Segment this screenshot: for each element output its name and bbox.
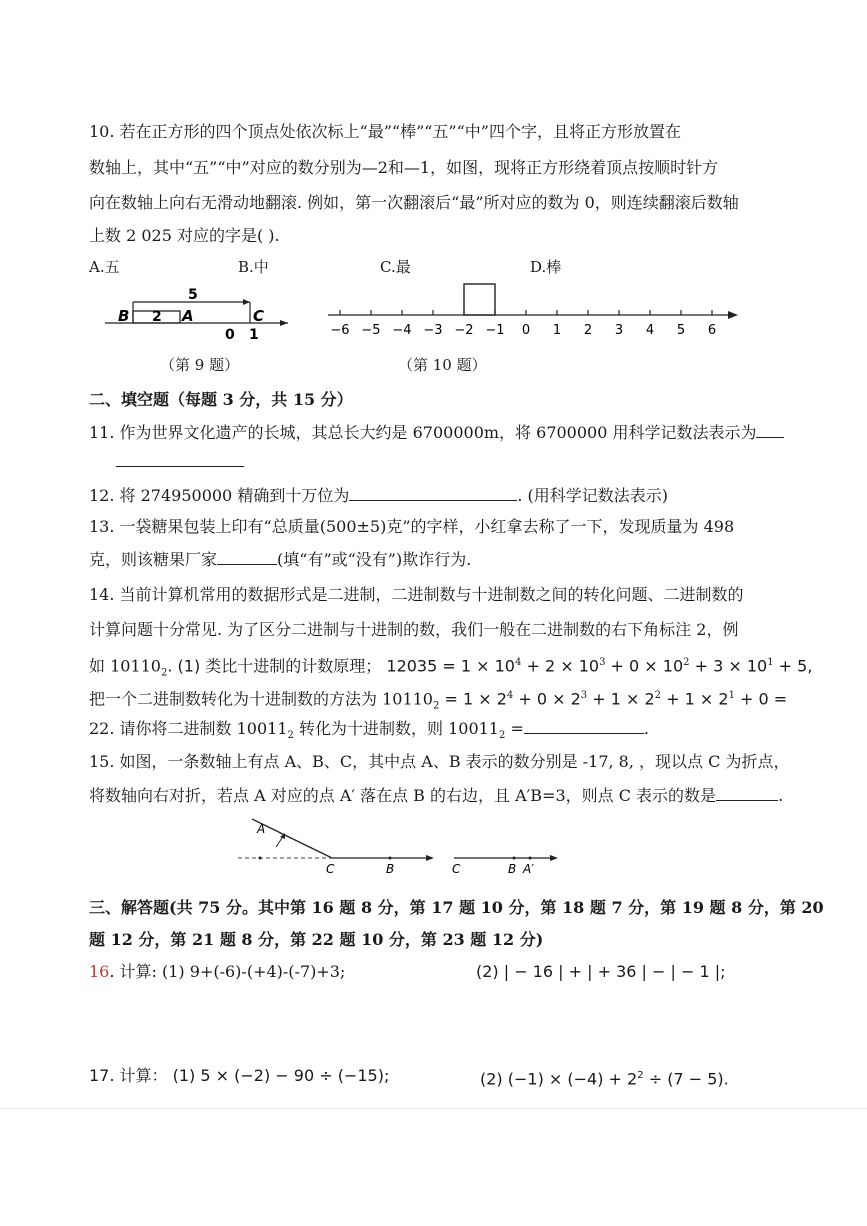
fig9-label-c: C: [253, 307, 265, 325]
q14-line-2: 计算问题十分常见. 为了区分二进制与十进制的数，我们一般在二进制数的右下角标注 2，例: [89, 620, 739, 639]
q14-l4-b: = 1 × 2: [439, 689, 507, 709]
fig10-tick-label: 6: [707, 323, 717, 338]
q16-number: 16: [89, 962, 110, 981]
q14-l5-d: .: [643, 719, 649, 738]
q17-b-exp: 2: [637, 1070, 644, 1081]
q14-line-4: [89, 686, 787, 717]
q14-l3-e: + 3 × 10: [689, 656, 768, 676]
fig15-label-c2: C: [452, 862, 461, 876]
q15-line-1: 15. 如图，一条数轴上有点 A、B、C，其中点 A、B 表示的数分别是 -17, 8, ，现以点 C 为折点，: [89, 752, 790, 771]
q12-text-a: 12. 将 274950000 精确到十万位为: [89, 486, 350, 505]
fig9-segment-arrow: [243, 299, 250, 305]
q16-part-1: [89, 962, 345, 982]
q10-option-b: B.中: [238, 258, 269, 276]
q16-text-a: . 计算: (1) 9+(-6)-(+4)-(-7)+3;: [109, 962, 346, 981]
fig10-tick-label: −6: [330, 323, 350, 338]
fig10-tick-label: 3: [614, 323, 624, 338]
fig9-arrow: [280, 320, 288, 326]
q10-line-3: 向在数轴上向右无滑动地翻滚. 例如，第一次翻滚后“最”所对应的数为 0，则连续翻滚后数轴: [89, 193, 739, 212]
q14-l3-e2: 2: [683, 657, 690, 668]
fig10-tick-label: 1: [552, 323, 562, 338]
fig15-point-b: [389, 857, 392, 860]
q17-b-3: ÷ (7 − 5).: [643, 1069, 729, 1089]
fig10-tick-label: −3: [423, 323, 443, 338]
q12-blank: [349, 486, 517, 501]
fig15-arrow-left: [426, 855, 434, 861]
q14-l5-sub-2: 2: [498, 730, 506, 742]
q14-line-3: [89, 653, 812, 684]
q12-line: [89, 486, 668, 506]
q14-l3-f: + 5,: [773, 656, 813, 676]
fig10-arrow: [728, 311, 738, 319]
q17-b-1: (2) (−1) × (−4) + 2: [480, 1069, 638, 1089]
fig9-label-a: A: [182, 307, 194, 325]
q14-l4-e1: 1: [728, 690, 735, 701]
q14-l3-b: . (1) 类比十进制的计数原理； 12035 = 1 × 10: [167, 656, 515, 676]
fig10-tick-label: 0: [521, 323, 531, 338]
q11-line-2: [116, 452, 244, 472]
q14-l4-a: 把一个二进制数转化为十进制数的方法为 10110: [89, 689, 433, 709]
q11-blank-1: [756, 423, 784, 438]
q11-line-1: [89, 423, 784, 443]
q10-line-2: 数轴上，其中“五”“中”对应的数分别为—2和—1，如图，现将正方形绕着顶点按顺时针方: [89, 158, 719, 177]
fig10-ticks: [330, 310, 716, 338]
fig9-label-1: 1: [249, 327, 259, 343]
q14-l5-sub-1: 2: [287, 730, 294, 742]
q12-text-b: . (用科学记数法表示): [517, 486, 668, 505]
fig9-label-2: 2: [152, 309, 162, 325]
fig9-caption: （第 9 题）: [160, 356, 240, 374]
q13-text-a: 克，则该糖果厂家: [89, 550, 218, 569]
fig10-tick-label: −2: [454, 323, 474, 338]
q14-line-1: 14. 当前计算机常用的数据形式是二进制，二进制数与十进制数之间的转化问题、二进制数的: [89, 585, 744, 604]
fig9-label-0: 0: [225, 327, 235, 343]
fig15-point-a-prime: [529, 857, 532, 860]
q14-l4-e3: 3: [580, 690, 588, 701]
fig15-label-a: A: [257, 822, 266, 836]
q14-line-5: [89, 719, 649, 746]
fig10-tick-label: 5: [676, 323, 686, 338]
figure-9: [100, 285, 300, 345]
fig10-square: [464, 284, 495, 315]
q16-part-2: (2) | − 16 | + | + 36 | − | − 1 |;: [476, 962, 726, 981]
q14-l3-c: + 2 × 10: [521, 656, 600, 676]
q11-text: 11. 作为世界文化遗产的长城，其总长大约是 6700000m，将 6700000 用科学记数法表示为: [89, 423, 757, 442]
q14-l5-c: =: [505, 719, 524, 738]
q17-part-2: [480, 1066, 729, 1089]
q14-l3-e4: 4: [514, 657, 522, 668]
fig15-point-b2: [513, 857, 516, 860]
q17-part-1: 17. 计算： (1) 5 × (−2) − 90 ÷ (−15);: [89, 1066, 390, 1085]
fig15-arrow-right: [550, 855, 558, 861]
q14-l3-e1: 1: [767, 657, 774, 668]
q14-blank: [524, 719, 644, 734]
q14-l4-c: + 0 × 2: [513, 689, 581, 709]
q13-blank: [217, 550, 277, 565]
fig15-label-a-prime: A′: [523, 862, 534, 876]
fig9-label-b: B: [118, 307, 130, 325]
q15-line-2: [89, 786, 783, 806]
q14-l4-sub: 2: [433, 700, 440, 712]
fig10-tick-label: 4: [645, 323, 655, 338]
q13-text-b: (填“有”或“没有”)欺诈行为.: [277, 550, 472, 569]
figure-15: [230, 815, 570, 880]
q13-line-1: 13. 一袋糖果包装上印有“总质量(500±5)克”的字样，小红拿去称了一下，发现质量为 498: [89, 517, 735, 536]
q14-l3-e3: 3: [599, 657, 606, 668]
q15-text-b: .: [778, 786, 784, 805]
fig15-label-b2: B: [508, 862, 517, 876]
section-3-line-1: 三、解答题(共 75 分。其中第 16 题 8 分，第 17 题 10 分，第 18 题 7 分，第 19 题 8 分，第 20: [89, 898, 824, 917]
q14-l4-d: + 1 × 2: [587, 689, 655, 709]
q10-option-d: D.棒: [530, 258, 562, 276]
q13-line-2: [89, 550, 471, 570]
fig10-tick-label: −1: [485, 323, 505, 338]
q14-l5-b: 转化为十进制数，则 10011: [293, 719, 499, 738]
q14-l3-d: + 0 × 10: [605, 656, 684, 676]
q11-blank-2: [116, 452, 244, 467]
q10-option-a: A.五: [89, 258, 120, 276]
fig10-tick-label: −4: [392, 323, 412, 338]
q14-l4-f: + 0 =: [734, 689, 788, 709]
fig15-label-c: C: [326, 862, 335, 876]
fig10-tick-label: 2: [583, 323, 593, 338]
q14-l4-e2: 2: [654, 690, 662, 701]
q10-option-c: C.最: [380, 258, 411, 276]
q14-l3-a: 如 10110: [89, 656, 161, 676]
fig9-label-5: 5: [188, 287, 198, 303]
q14-l4-e4: 4: [506, 690, 514, 701]
page-divider: [0, 1108, 867, 1109]
q15-blank: [716, 786, 778, 801]
q14-l5-a: 22. 请你将二进制数 10011: [89, 719, 288, 738]
fig15-label-b: B: [386, 862, 395, 876]
figure-10: [320, 280, 750, 342]
q10-line-4: 上数 2 025 对应的字是( ).: [89, 226, 280, 245]
fig10-tick-label: −5: [361, 323, 381, 338]
q15-text-a: 将数轴向右对折，若点 A 对应的点 A′ 落在点 B 的右边，且 A′B=3，则点 C 表示的数是: [89, 786, 717, 805]
fig15-point: [259, 857, 262, 860]
q14-l4-e: + 1 × 2: [661, 689, 729, 709]
section-3-line-2: 题 12 分，第 21 题 8 分，第 22 题 10 分，第 23 题 12 分): [89, 930, 544, 949]
q14-l3-sub: 2: [161, 667, 168, 679]
q10-line-1: 10. 若在正方形的四个顶点处依次标上“最”“棒”“五”“中”四个字，且将正方形放置在: [89, 122, 681, 141]
section-2-heading: 二、填空题（每题 3 分，共 15 分）: [89, 390, 353, 409]
fig10-caption: （第 10 题）: [398, 356, 487, 374]
